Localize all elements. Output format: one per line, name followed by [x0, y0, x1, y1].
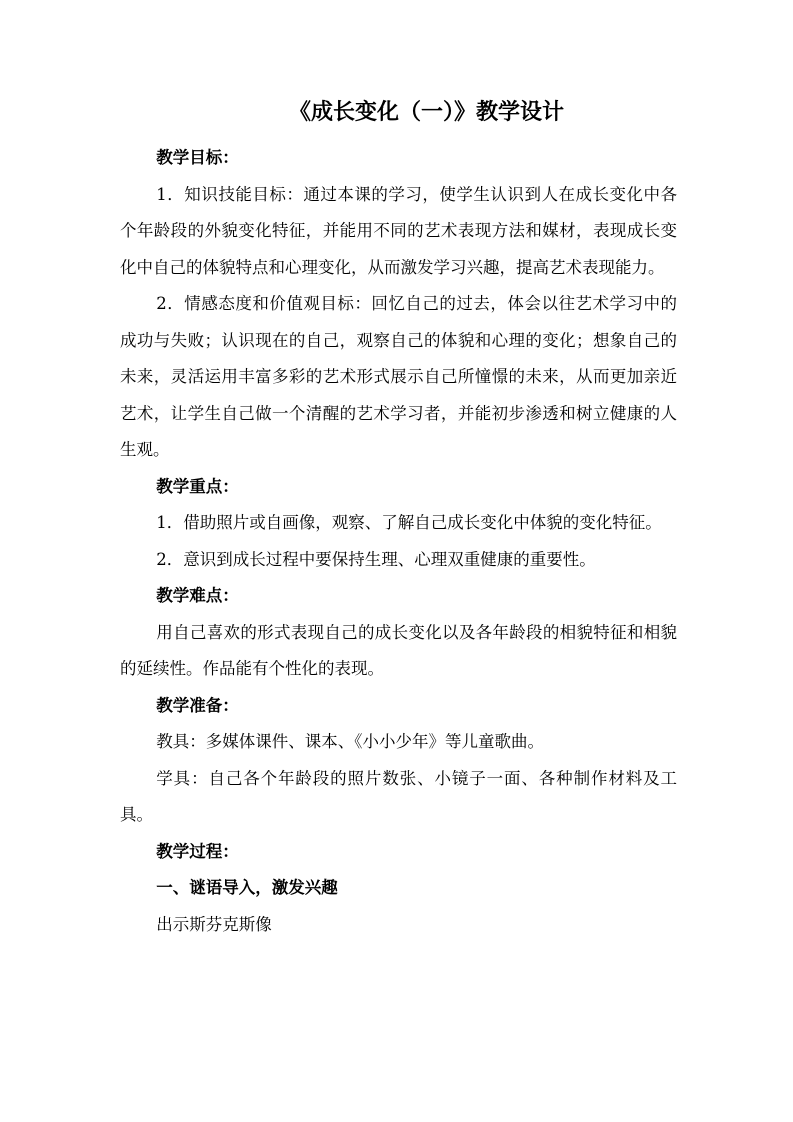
section-heading-difficulties: 教学难点：	[156, 586, 239, 605]
paragraph-step-1-text: 出示斯芬克斯像	[156, 914, 272, 934]
section-heading-objectives: 教学目标：	[156, 148, 239, 167]
paragraph-key-point-1: 1．借助照片或自画像，观察、了解自己成长变化中体貌的变化特征。	[156, 513, 662, 532]
document-body	[120, 140, 677, 943]
paragraph-teaching-tools: 教具：多媒体课件、课本、《小小少年》等儿童歌曲。	[156, 732, 545, 751]
paragraph-difficulty: 用自己喜欢的形式表现自己的成长变化以及各年龄段的相貌特征和相貌的延续性。作品能有个性化的表现。	[120, 622, 677, 678]
paragraph-knowledge-objective: 1．知识技能目标：通过本课的学习，使学生认识到人在成长变化中各个年龄段的外貌变化特征，并能用不同的艺术表现方法和媒材，表现成长变化中自己的体貌特点和心理变化，从而激发学习兴趣，提高艺术表现能力。	[120, 184, 677, 277]
section-heading-step-1: 一、谜语导入，激发兴趣	[156, 878, 338, 897]
section-heading-process: 教学过程：	[156, 841, 239, 861]
paragraph-emotion-objective: 2．情感态度和价值观目标：回忆自己的过去，体会以往艺术学习中的成功与失败；认识现在的自己，观察自己的体貌和心理的变化；想象自己的未来，灵活运用丰富多彩的艺术形式展示自己所憧憬的未来，从而更加亲近艺术，让学生自己做一个清醒的艺术学习者，并能初步渗透和树立健康的人生观。	[120, 294, 677, 459]
paragraph-key-point-2: 2．意识到成长过程中要保持生理、心理双重健康的重要性。	[156, 549, 596, 569]
section-heading-preparation: 教学准备：	[156, 695, 239, 715]
document-title: 《成长变化（一）》教学设计	[288, 99, 564, 125]
paragraph-learning-tools: 学具：自己各个年龄段的照片数张、小镜子一面、各种制作材料及工具。	[120, 768, 677, 824]
section-heading-key-points: 教学重点：	[156, 476, 239, 496]
